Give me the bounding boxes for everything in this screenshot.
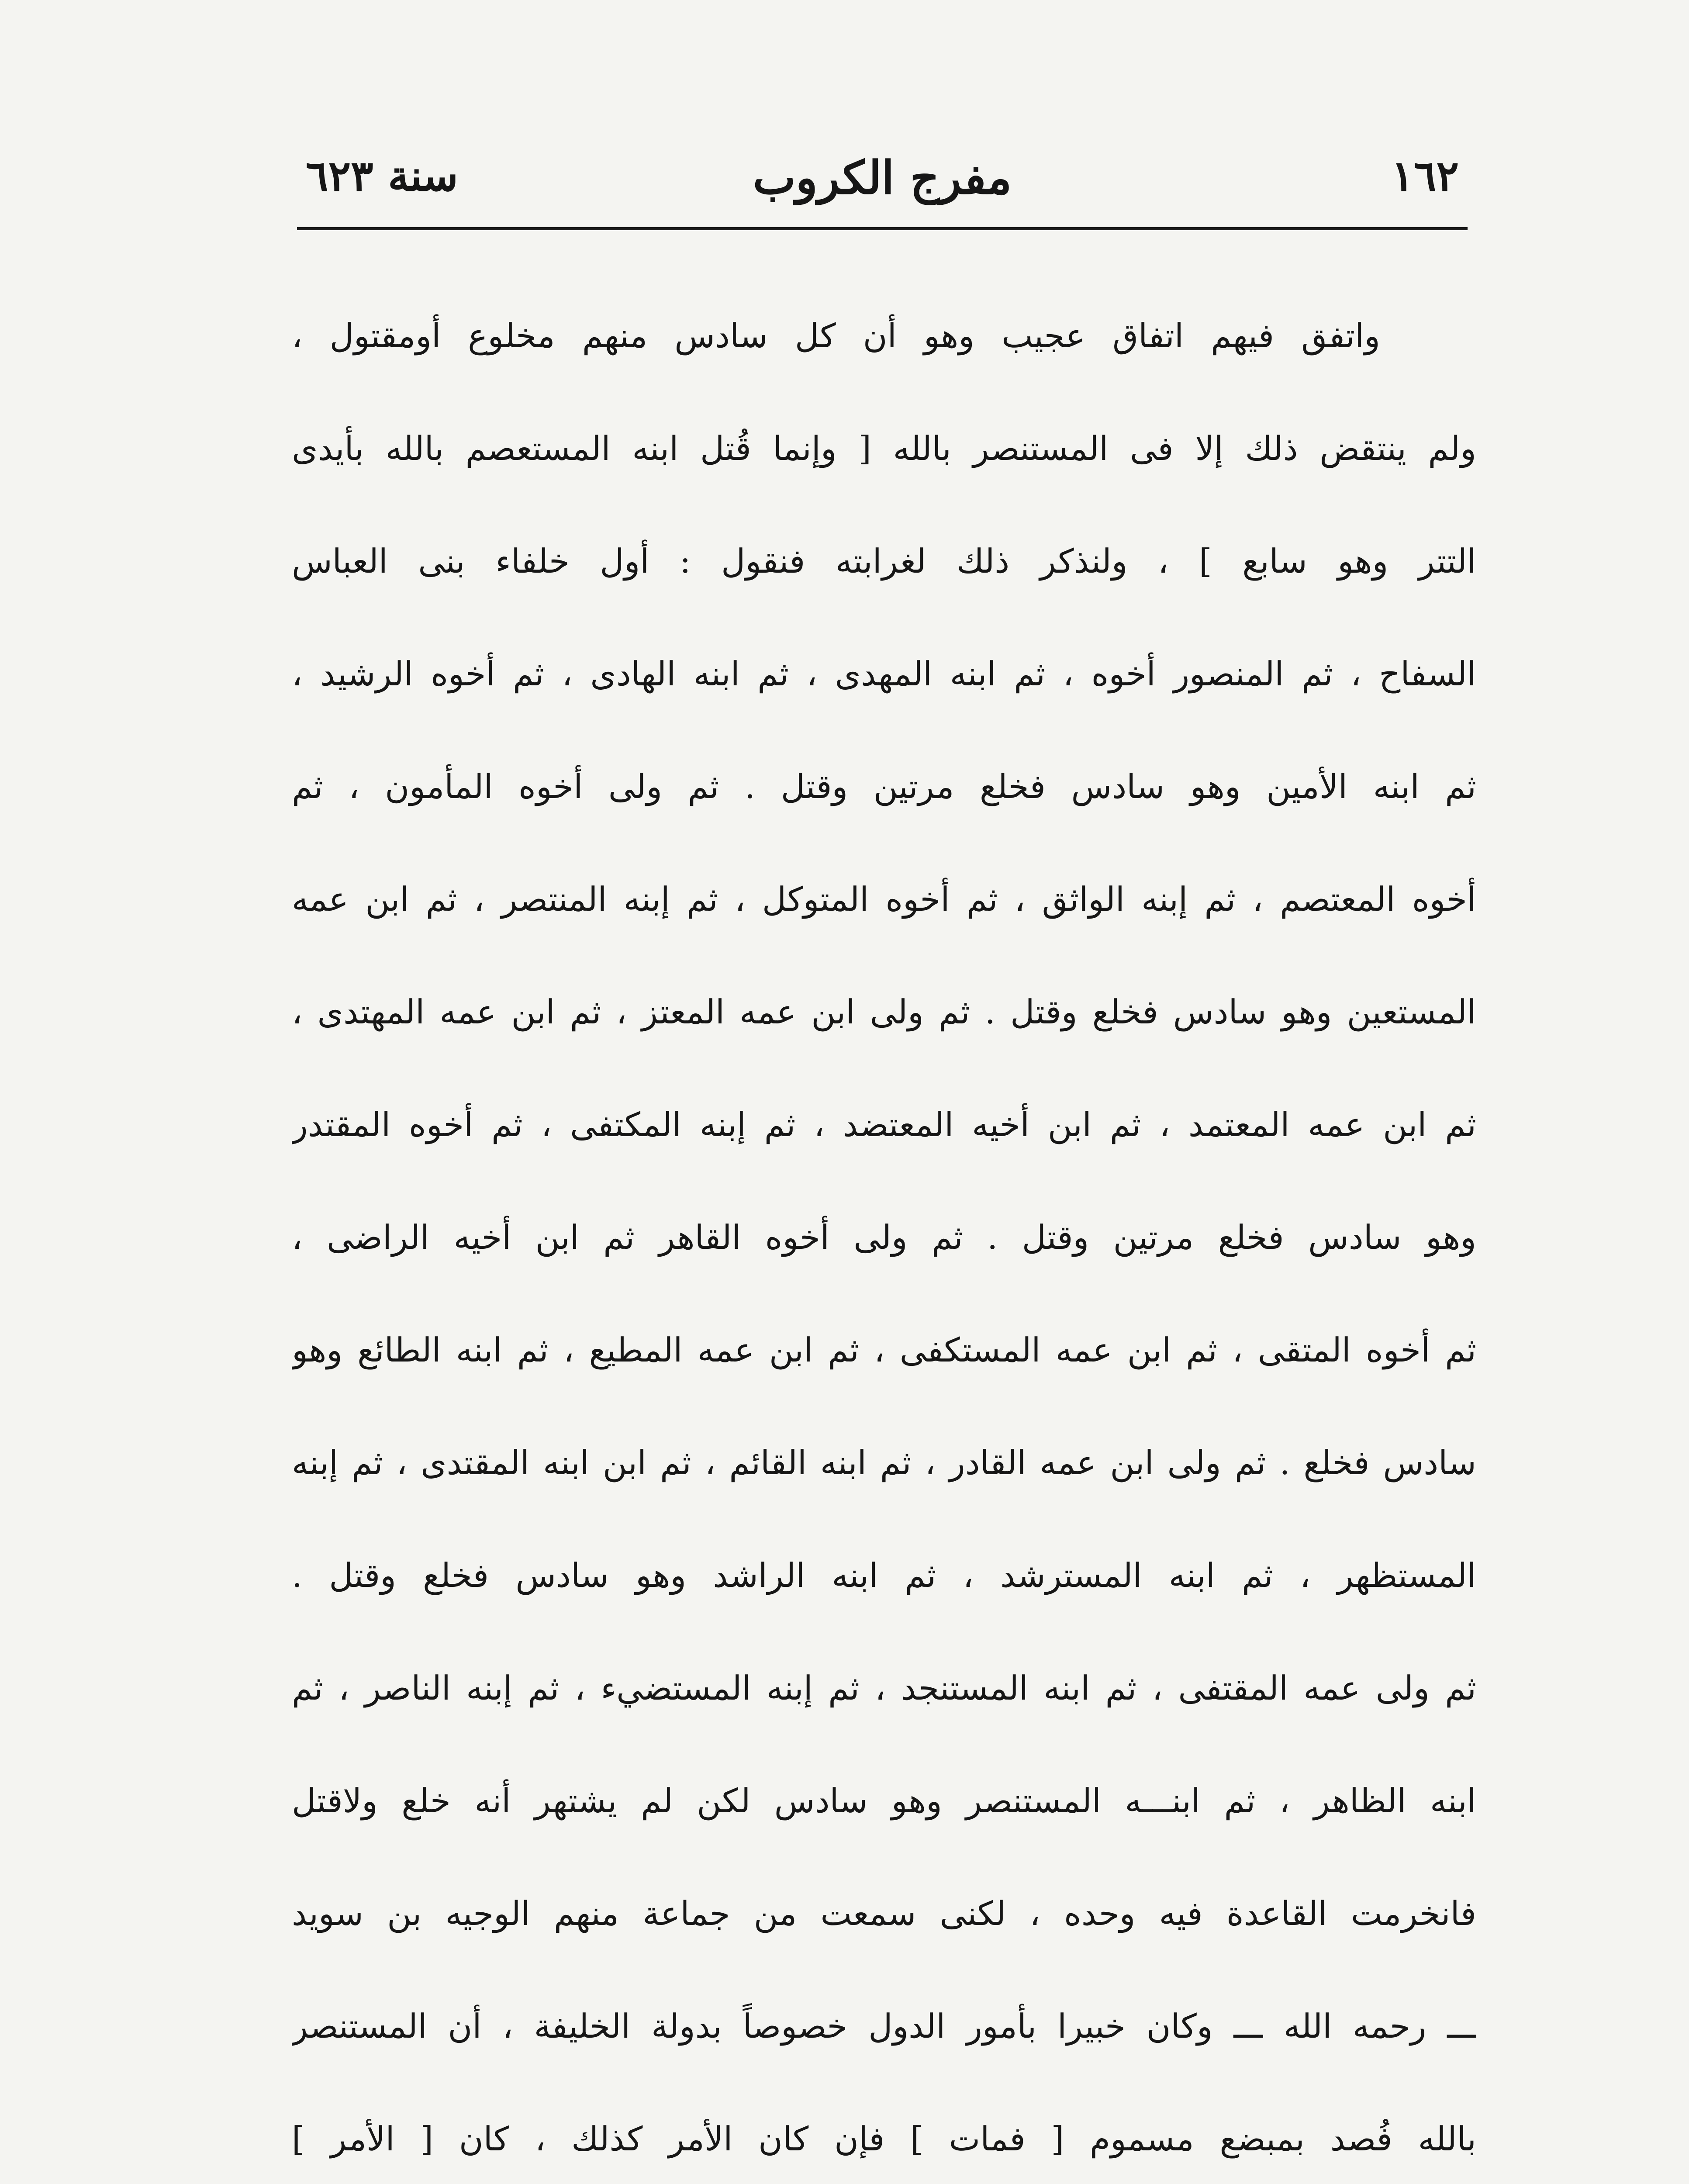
text-line: التتر وهو سابع ] ، ولنذكر ذلك لغرابته فنقول : أول خلفاء بنى العباس xyxy=(292,542,1476,581)
text-line: بالله فُصد بمبضع مسموم [ فمات ] فإن كان الأمر كذلك ، كان [ الأمر ] xyxy=(292,2119,1476,2158)
text-line: ثم ولى عمه المقتفى ، ثم ابنه المستنجد ، ثم إبنه المستضيء ، ثم إبنه الناصر ، ثم xyxy=(292,1669,1476,1707)
running-head xyxy=(297,129,1468,229)
running-title: مفرج الكروب xyxy=(753,151,1012,204)
text-line: ثم ابنه الأمين وهو سادس فخلع مرتين وقتل . ثم ولى أخوه المأمون ، ثم xyxy=(292,767,1476,806)
text-line: المستعين وهو سادس فخلع وقتل . ثم ولى ابن عمه المعتز ، ثم ابن عمه المهتدى ، xyxy=(292,992,1476,1031)
text-line: أخوه المعتصم ، ثم إبنه الواثق ، ثم أخوه المتوكل ، ثم إبنه المنتصر ، ثم ابن عمه xyxy=(292,880,1476,919)
text-line: واتفق فيهم اتفاق عجيب وهو أن كل سادس منهم مخلوع أومقتول ، xyxy=(292,316,1380,355)
text-line: ولم ينتقض ذلك إلا فى المستنصر بالله [ وإنما قُتل ابنه المستعصم بالله بأيدى xyxy=(292,429,1476,468)
text-line: ابنه الظاهر ، ثم ابنـــه المستنصر وهو سادس لكن لم يشتهر أنه خلع ولاقتل xyxy=(292,1781,1476,1820)
text-line: وهو سادس فخلع مرتين وقتل . ثم ولى أخوه القاهر ثم ابن أخيه الراضى ، xyxy=(292,1218,1476,1257)
text-line: ثم أخوه المتقى ، ثم ابن عمه المستكفى ، ثم ابن عمه المطيع ، ثم ابنه الطائع وهو xyxy=(292,1330,1476,1369)
text-line: سادس فخلع . ثم ولى ابن عمه القادر ، ثم ابنه القائم ، ثم ابن ابنه المقتدى ، ثم إبنه xyxy=(292,1443,1476,1482)
header-rule xyxy=(297,227,1468,230)
body-text xyxy=(292,280,1476,2184)
text-line: ـــ رحمه الله ـــ وكان خبيرا بأمور الدول خصوصاً بدولة الخليفة ، أن المستنصر xyxy=(292,2007,1476,2046)
page-number: ١٦٢ xyxy=(1391,151,1459,200)
text-line: السفاح ، ثم المنصور أخوه ، ثم ابنه المهدى ، ثم ابنه الهادى ، ثم أخوه الرشيد ، xyxy=(292,654,1476,693)
text-line: المستظهر ، ثم ابنه المسترشد ، ثم ابنه الراشد وهو سادس فخلع وقتل . xyxy=(292,1556,1476,1595)
text-line: فانخرمت القاعدة فيه وحده ، لكنى سمعت من جماعة منهم الوجيه بن سويد xyxy=(292,1894,1476,1933)
running-year: سنة ٦٢٣ xyxy=(306,151,458,200)
text-line: ثم ابن عمه المعتمد ، ثم ابن أخيه المعتضد ، ثم إبنه المكتفى ، ثم أخوه المقتدر xyxy=(292,1105,1476,1144)
